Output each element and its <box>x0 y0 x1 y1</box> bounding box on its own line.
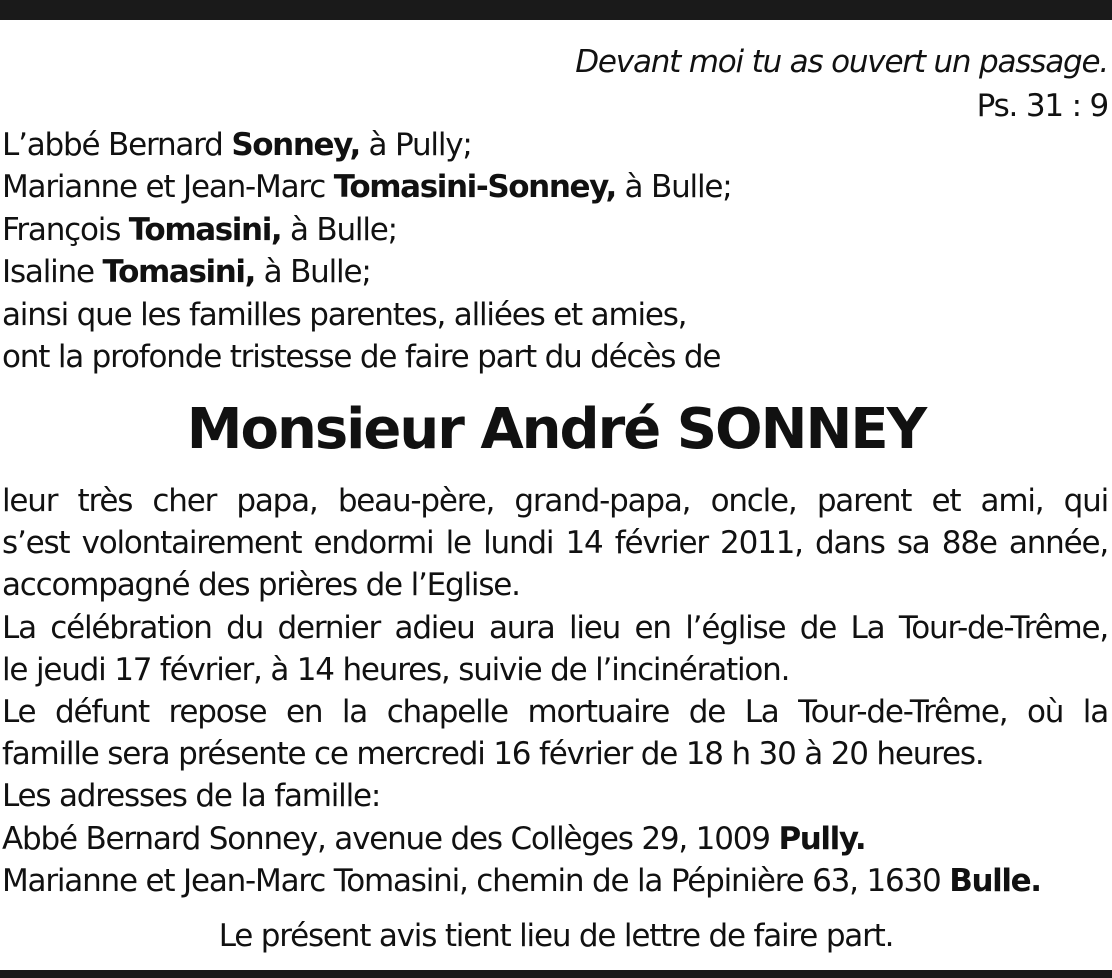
deceased-name-heading: Monsieur André SONNEY <box>186 397 926 462</box>
epigraph-quote: Devant moi tu as ouvert un passage. <box>575 44 1108 80</box>
details-paragraph-1-line: accompagné des prières de l’Eglise. <box>2 567 520 604</box>
family-member-given: Marianne et Jean-Marc <box>2 169 334 206</box>
visitation-line: Le défunt repose en la chapelle mortuaire de La Tour-de-Trême, où la <box>2 694 1108 731</box>
family-member-surname: Tomasini-Sonney, <box>333 169 616 206</box>
address-line <box>2 860 1108 902</box>
address-text: Marianne et Jean-Marc Tomasini, chemin de la Pépinière 63, 1630 <box>2 862 950 899</box>
family-list <box>2 124 731 378</box>
visitation-line: famille sera présente ce mercredi 16 février de 18 h 30 à 20 heures. <box>2 736 984 773</box>
epigraph-reference: Ps. 31 : 9 <box>976 88 1108 124</box>
address-city: Bulle. <box>949 862 1041 899</box>
ceremony-line: le jeudi 17 février, à 14 heures, suivie de l’incinération. <box>2 651 790 688</box>
address-line <box>2 818 1108 860</box>
ceremony-line: La célébration du dernier adieu aura lieu en l’église de La Tour-de-Trême, <box>2 609 1108 646</box>
family-member-line <box>2 251 731 293</box>
family-member-surname: Tomasini, <box>128 211 282 248</box>
obituary-details <box>2 480 1108 902</box>
family-member-place: à Bulle; <box>281 211 397 248</box>
family-member-line <box>2 166 731 208</box>
relatives-line: ainsi que les familles parentes, alliées et amies, <box>2 296 687 333</box>
family-member-given: François <box>2 211 129 248</box>
family-member-surname: Sonney, <box>231 127 360 163</box>
epigraph <box>575 40 1108 128</box>
addresses-heading: Les adresses de la famille: <box>2 778 381 815</box>
family-member-place: à Pully; <box>359 127 472 163</box>
family-member-line <box>2 209 731 251</box>
family-member-place: à Bulle; <box>255 254 371 291</box>
details-paragraph-1-line: s’est volontairement endormi le lundi 14 février 2011, dans sa 88e année, <box>2 525 1108 562</box>
address-text: Abbé Bernard Sonney, avenue des Collèges 29, 1009 <box>2 820 779 857</box>
family-member-surname: Tomasini, <box>102 254 255 291</box>
closing-note: Le présent avis tient lieu de lettre de faire part. <box>218 918 894 954</box>
family-member-line <box>2 124 731 166</box>
announcement-line: ont la profonde tristesse de faire part du décès de <box>2 339 721 376</box>
family-member-given: L’abbé Bernard <box>2 127 232 163</box>
address-city: Pully. <box>778 820 866 857</box>
bottom-border-rule <box>0 970 1112 978</box>
family-member-given: Isaline <box>2 254 103 291</box>
top-border-rule <box>0 0 1112 20</box>
family-member-place: à Bulle; <box>615 169 732 206</box>
details-paragraph-1-line: leur très cher papa, beau-père, grand-papa, oncle, parent et ami, qui <box>2 483 1108 519</box>
